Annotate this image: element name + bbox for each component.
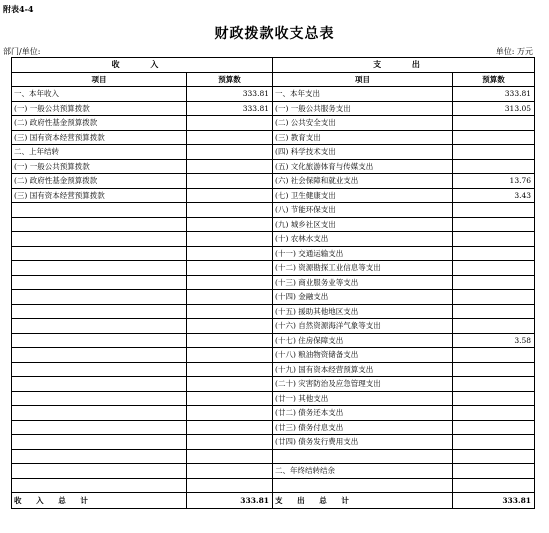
income-item-cell: (三) 国有资本经营预算拨款 (12, 188, 187, 203)
expense-value-cell: 3.58 (453, 333, 535, 348)
income-total-value: 333.81 (187, 493, 273, 509)
expense-value-cell (453, 435, 535, 450)
expense-item-cell: (十三) 商业服务业等支出 (273, 275, 453, 290)
income-value-cell (187, 261, 273, 276)
income-item-cell (12, 348, 187, 363)
table-row (12, 159, 535, 174)
expense-item-cell: (十六) 自然资源海洋气象等支出 (273, 319, 453, 334)
table-row (12, 174, 535, 189)
expense-value-cell (453, 130, 535, 145)
income-item-cell (12, 478, 187, 493)
expense-value-cell: 3.43 (453, 188, 535, 203)
annex-note: 附表4-4 (3, 4, 34, 14)
income-item-cell (12, 377, 187, 392)
expense-value-cell (453, 116, 535, 131)
table-row (12, 333, 535, 348)
table-row (12, 304, 535, 319)
table-row (12, 435, 535, 450)
table-row (12, 232, 535, 247)
income-value-cell (187, 319, 273, 334)
table-row (12, 101, 535, 116)
table-row (12, 464, 535, 479)
expense-item-cell: (十七) 住房保障支出 (273, 333, 453, 348)
table-row (12, 319, 535, 334)
unit-label: 单位: 万元 (495, 47, 533, 56)
expense-item-cell: (二十) 灾害防治及应急管理支出 (273, 377, 453, 392)
expense-value-cell: 313.05 (453, 101, 535, 116)
income-item-cell (12, 261, 187, 276)
table-row (12, 478, 535, 493)
table-row (12, 188, 535, 203)
budget-table (11, 57, 535, 509)
table-row (12, 420, 535, 435)
expense-value-cell (453, 290, 535, 305)
income-value-cell: 333.81 (187, 101, 273, 116)
income-value-cell (187, 174, 273, 189)
income-value-cell: 333.81 (187, 87, 273, 102)
income-value-cell (187, 449, 273, 464)
income-value-cell (187, 435, 273, 450)
income-item-cell (12, 203, 187, 218)
expense-value-cell (453, 275, 535, 290)
income-value-cell (187, 348, 273, 363)
expense-item-cell: (四) 科学技术支出 (273, 145, 453, 160)
expense-value-cell (453, 319, 535, 334)
income-item-cell: (一) 一般公共预算拨款 (12, 159, 187, 174)
expense-item-cell: 二、年终结转结余 (273, 464, 453, 479)
expense-item-cell (273, 449, 453, 464)
expense-item-cell: (十九) 国有资本经营预算支出 (273, 362, 453, 377)
table-row (12, 348, 535, 363)
income-value-cell (187, 420, 273, 435)
expense-item-cell: (廿四) 债务发行费用支出 (273, 435, 453, 450)
expense-value-cell (453, 377, 535, 392)
income-value-cell (187, 159, 273, 174)
income-item-cell (12, 232, 187, 247)
expense-item-cell: (十四) 金融支出 (273, 290, 453, 305)
income-value-cell (187, 290, 273, 305)
expense-item-cell: (十五) 援助其他地区支出 (273, 304, 453, 319)
income-value-cell (187, 130, 273, 145)
expense-item-cell: (二) 公共安全支出 (273, 116, 453, 131)
income-item-header: 项目 (12, 72, 187, 87)
income-item-cell (12, 362, 187, 377)
expense-value-cell: 13.76 (453, 174, 535, 189)
expense-item-cell: (廿一) 其他支出 (273, 391, 453, 406)
income-item-cell: (一) 一般公共预算拨款 (12, 101, 187, 116)
page-title: 财政拨款收支总表 (214, 26, 335, 42)
income-total-label: 收 入 总 计 (12, 493, 187, 509)
expense-total-label: 支 出 总 计 (273, 493, 453, 509)
income-value-cell (187, 464, 273, 479)
expense-value-cell (453, 217, 535, 232)
expense-value-cell (453, 203, 535, 218)
income-value-cell (187, 391, 273, 406)
expense-item-cell: (十八) 粮油物资储备支出 (273, 348, 453, 363)
expense-item-cell: (八) 节能环保支出 (273, 203, 453, 218)
table-row (12, 145, 535, 160)
income-item-cell (12, 319, 187, 334)
expense-item-cell: (十) 农林水支出 (273, 232, 453, 247)
expense-item-cell: (十一) 交通运输支出 (273, 246, 453, 261)
expense-value-cell (453, 464, 535, 479)
table-row (12, 406, 535, 421)
income-item-cell: 一、本年收入 (12, 87, 187, 102)
expense-value-cell (453, 159, 535, 174)
income-value-cell (187, 203, 273, 218)
expense-value-cell (453, 232, 535, 247)
expense-value-cell (453, 348, 535, 363)
income-budget-header: 预算数 (187, 72, 273, 87)
income-value-cell (187, 478, 273, 493)
table-row (12, 377, 535, 392)
income-value-cell (187, 333, 273, 348)
total-row (12, 493, 535, 509)
expense-item-cell: 一、本年支出 (273, 87, 453, 102)
income-item-cell (12, 246, 187, 261)
income-value-cell (187, 246, 273, 261)
income-section-header: 收 入 (12, 58, 273, 73)
income-item-cell: (二) 政府性基金预算拨款 (12, 116, 187, 131)
income-item-cell (12, 391, 187, 406)
expense-item-cell: (一) 一般公共服务支出 (273, 101, 453, 116)
expense-item-cell (273, 478, 453, 493)
table-row (12, 275, 535, 290)
income-item-cell (12, 435, 187, 450)
table-row (12, 246, 535, 261)
expense-value-cell (453, 391, 535, 406)
income-item-cell (12, 290, 187, 305)
table-row (12, 130, 535, 145)
expense-item-cell: (廿二) 债务还本支出 (273, 406, 453, 421)
expense-item-cell: (五) 文化旅游体育与传媒支出 (273, 159, 453, 174)
expense-value-cell (453, 420, 535, 435)
expense-item-cell: (十二) 资源勘探工业信息等支出 (273, 261, 453, 276)
expense-value-cell (453, 261, 535, 276)
income-value-cell (187, 275, 273, 290)
income-value-cell (187, 304, 273, 319)
income-item-cell (12, 333, 187, 348)
expense-budget-header: 预算数 (453, 72, 535, 87)
income-value-cell (187, 362, 273, 377)
income-item-cell (12, 304, 187, 319)
table-row (12, 87, 535, 102)
expense-value-cell (453, 246, 535, 261)
income-value-cell (187, 116, 273, 131)
expense-item-cell: (九) 城乡社区支出 (273, 217, 453, 232)
income-item-cell (12, 464, 187, 479)
expense-value-cell (453, 145, 535, 160)
income-item-cell (12, 217, 187, 232)
income-item-cell (12, 275, 187, 290)
department-label: 部门/单位: (3, 47, 41, 56)
table-row (12, 261, 535, 276)
expense-value-cell (453, 304, 535, 319)
expense-value-cell: 333.81 (453, 87, 535, 102)
table-row (12, 449, 535, 464)
income-value-cell (187, 377, 273, 392)
income-item-cell (12, 420, 187, 435)
table-row (12, 217, 535, 232)
income-value-cell (187, 188, 273, 203)
column-header-row (12, 72, 535, 87)
expense-item-cell: (六) 社会保障和就业支出 (273, 174, 453, 189)
income-item-cell (12, 449, 187, 464)
expense-total-value: 333.81 (453, 493, 535, 509)
income-value-cell (187, 232, 273, 247)
expense-value-cell (453, 362, 535, 377)
income-value-cell (187, 145, 273, 160)
table-row (12, 391, 535, 406)
income-item-cell: (二) 政府性基金预算拨款 (12, 174, 187, 189)
expense-value-cell (453, 478, 535, 493)
expense-item-cell: (三) 教育支出 (273, 130, 453, 145)
table-row (12, 290, 535, 305)
table-row (12, 362, 535, 377)
table-row (12, 116, 535, 131)
expense-item-cell: (廿三) 债务付息支出 (273, 420, 453, 435)
expense-item-cell: (七) 卫生健康支出 (273, 188, 453, 203)
expense-value-cell (453, 406, 535, 421)
expense-section-header: 支 出 (273, 58, 535, 73)
income-item-cell: 二、上年结转 (12, 145, 187, 160)
table-row (12, 203, 535, 218)
expense-item-header: 项目 (273, 72, 453, 87)
income-item-cell: (三) 国有资本经营预算拨款 (12, 130, 187, 145)
income-value-cell (187, 217, 273, 232)
income-item-cell (12, 406, 187, 421)
expense-value-cell (453, 449, 535, 464)
income-value-cell (187, 406, 273, 421)
section-header-row (12, 58, 535, 73)
